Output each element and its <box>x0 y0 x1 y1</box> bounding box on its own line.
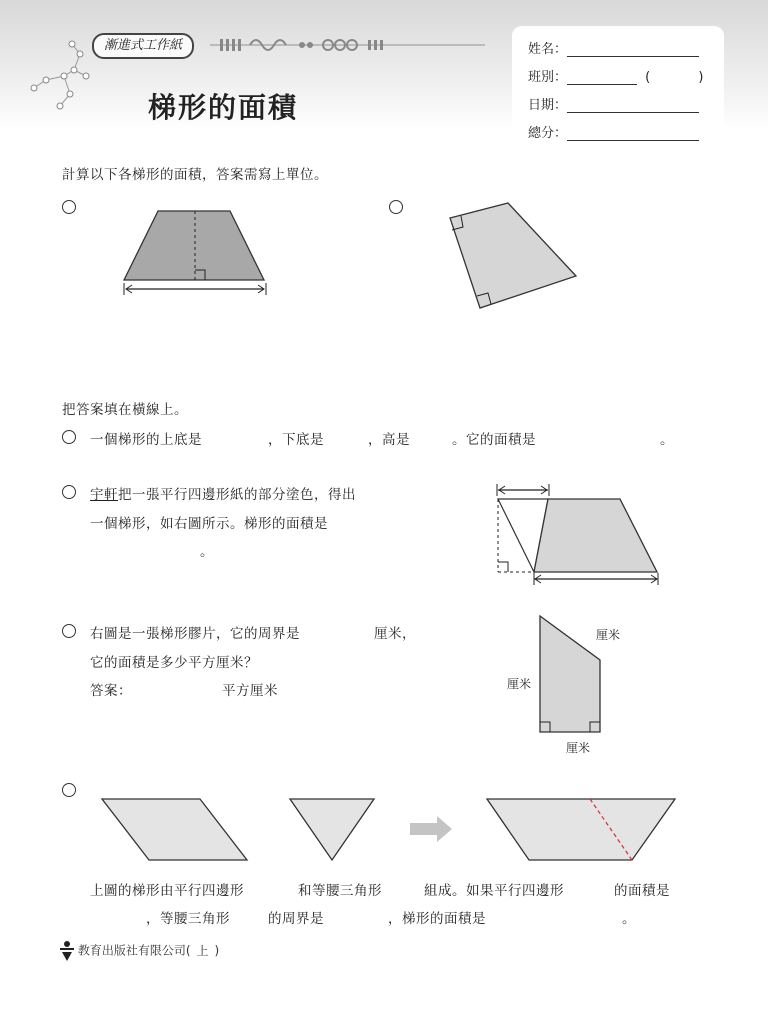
footer-volume: 上 <box>196 943 209 958</box>
q4-line2-part4: 。 <box>622 911 636 927</box>
q4-line1-part2: 和等腰三角形 <box>298 883 382 899</box>
name-field[interactable] <box>567 43 699 57</box>
q3-label-side: 厘米 <box>507 677 532 691</box>
right-arrow-icon <box>410 816 452 842</box>
section2-instruction: 把答案填在橫線上。 <box>62 402 188 418</box>
score-field[interactable] <box>567 127 699 141</box>
q3-answer-label: 答案： <box>90 683 132 699</box>
class-row <box>528 66 703 85</box>
footer-paren-open: ( <box>185 943 191 958</box>
trapezoid-figure-b <box>440 196 590 316</box>
footer-paren-close: ) <box>214 943 220 958</box>
class-number-close: ) <box>698 70 704 85</box>
q3-label-slant: 厘米 <box>596 628 621 642</box>
constellation-decoration <box>24 36 94 116</box>
q1-text-1: 一個梯形的上底是 <box>90 432 202 448</box>
q2-line1 <box>90 483 356 503</box>
worksheet-tag: 漸進式工作紙 <box>92 33 194 59</box>
question-marker-b <box>389 200 403 214</box>
class-label: 班別： <box>528 70 568 85</box>
trapezoid-figure-a <box>118 205 278 300</box>
q3-line1b: 厘米， <box>374 626 416 642</box>
score-label: 總分： <box>528 126 568 141</box>
q4-line2-part2: 的周界是 <box>268 911 324 927</box>
q4-line1-part3: 組成。如果平行四邊形 <box>424 883 564 899</box>
composition-figure <box>96 794 696 866</box>
question-marker-2 <box>62 485 76 499</box>
name-label: 姓名： <box>528 42 568 57</box>
question-marker-a <box>62 200 76 214</box>
q4-line2-part1: ，等腰三角形 <box>146 911 230 927</box>
page-title: 梯形的面積 <box>148 91 299 124</box>
question-marker-3 <box>62 624 76 638</box>
q1-text-2: ，下底是 <box>268 432 324 448</box>
q3-label-bottom: 厘米 <box>566 741 591 755</box>
date-row <box>528 94 699 113</box>
q3-line2: 它的面積是多少平方厘米？ <box>90 655 258 671</box>
publisher-logo-icon <box>60 940 74 962</box>
q3-line1a: 右圖是一張梯形膠片，它的周界是 <box>90 626 300 642</box>
q3-answer-unit: 平方厘米 <box>222 683 278 699</box>
q2-person-name: 宇軒 <box>90 487 118 503</box>
score-row <box>528 122 699 141</box>
q2-line2: 一個梯形，如右圖所示。梯形的面積是 <box>90 516 328 532</box>
q1-text-3: ，高是 <box>368 432 410 448</box>
q4-line1-part1: 上圖的梯形由平行四邊形 <box>90 883 244 899</box>
q2-line1-rest: 把一張平行四邊形紙的部分塗色，得出 <box>118 487 356 503</box>
q2-line3: 。 <box>200 544 214 560</box>
section1-instruction: 計算以下各梯形的面積，答案需寫上單位。 <box>62 167 328 183</box>
student-info-box <box>512 26 724 150</box>
circuit-decoration <box>210 36 490 54</box>
q4-line2-part3: ，梯形的面積是 <box>388 911 486 927</box>
class-field[interactable] <box>567 71 637 85</box>
question-marker-4 <box>62 783 76 797</box>
date-field[interactable] <box>567 99 699 113</box>
class-number-open: ( <box>645 70 651 85</box>
q4-line1-part4: 的面積是 <box>614 883 670 899</box>
publisher-name: 教育出版社有限公司 <box>77 943 186 958</box>
date-label: 日期： <box>528 98 568 113</box>
name-row <box>528 38 699 57</box>
q1-text-4: 。它的面積是 <box>452 432 536 448</box>
footer <box>60 940 219 962</box>
parallelogram-figure <box>490 484 670 589</box>
question-marker-1 <box>62 430 76 444</box>
q1-text-5: 。 <box>660 432 674 448</box>
